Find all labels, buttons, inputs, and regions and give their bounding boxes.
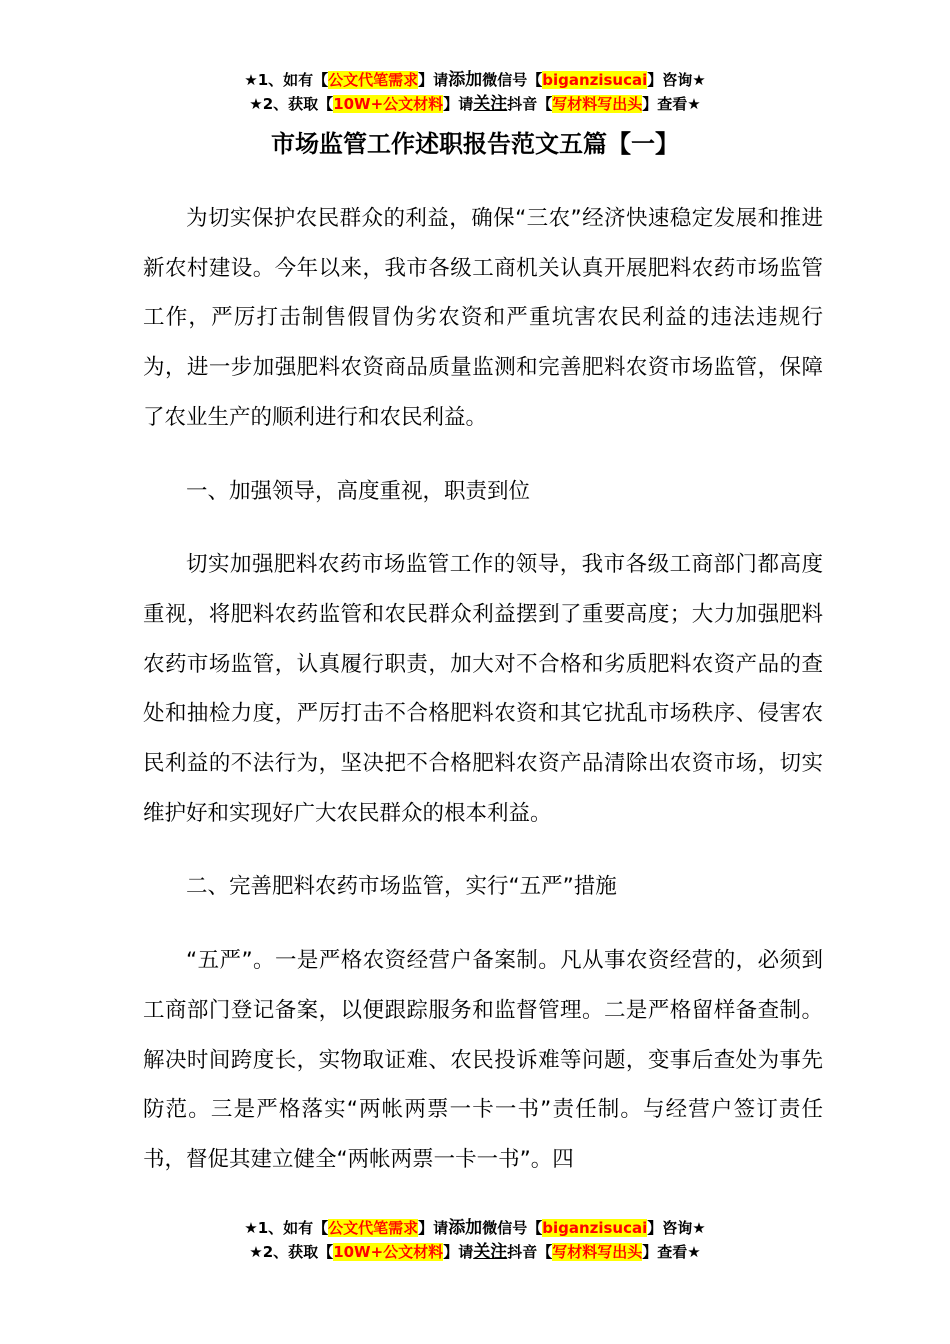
star-icon: ★ [244, 1219, 258, 1237]
notice-text: 2、获取【 [262, 95, 334, 113]
paragraph: 切实加强肥料农药市场监管工作的领导，我市各级工商部门都高度重视，将肥料农药监管和农民群众利益摆到了重要高度；大力加强肥料农药市场监管，认真履行职责，加大对不合格和劣质肥料农资产品的查处和抽检力度，严厉打击不合格肥料农资和其它扰乱市场秩序、侵害农民利益的不法行为，坚决把不合格肥料农资产品清除出农资市场，切实维护好和实现好广大农民群众的根本利益。 [143, 552, 823, 826]
notice-text: 2、获取【 [262, 1243, 334, 1261]
highlight-service: 公文代笔需求 [328, 71, 419, 89]
document-title: 市场监管工作述职报告范文五篇【一】 [271, 130, 679, 158]
bottom-notice [0, 1216, 950, 1264]
notice-text: 】请 [443, 1243, 474, 1261]
notice-line-2 [0, 92, 950, 116]
notice-text: 】请 [418, 71, 449, 89]
notice-line-2 [0, 1240, 950, 1264]
notice-text: 】查看★ [642, 95, 701, 113]
paragraph: 为切实保护农民群众的利益，确保“三农”经济快速稳定发展和推进新农村建设。今年以来，我市各级工商机关认真开展肥料农药市场监管工作，严厉打击制售假冒伪劣农资和严重坑害农民利益的违法违规行为，进一步加强肥料农资商品质量监测和完善肥料农资市场监管，保障了农业生产的顺利进行和农民利益。 [143, 206, 823, 430]
star-icon: ★ [249, 95, 263, 113]
highlight-wechat-id: biganzisucai [542, 71, 648, 89]
notice-text: 】咨询★ [647, 71, 706, 89]
notice-text: 抖音【 [507, 1243, 553, 1261]
notice-emphasis: 关注 [473, 1242, 508, 1262]
notice-text: 微信号【 [482, 1219, 543, 1237]
top-notice [0, 68, 950, 116]
section-heading: 二、完善肥料农药市场监管，实行“五严”措施 [186, 874, 617, 900]
highlight-douyin-account: 写材料写出头 [552, 95, 643, 113]
star-icon: ★ [244, 71, 258, 89]
star-icon: ★ [249, 1243, 263, 1261]
notice-text: 抖音【 [507, 95, 553, 113]
highlight-wechat-id: biganzisucai [542, 1219, 648, 1237]
notice-emphasis: 添加 [448, 1218, 483, 1238]
highlight-service: 公文代笔需求 [328, 1219, 419, 1237]
notice-text: 】查看★ [642, 1243, 701, 1261]
notice-text: 】请 [418, 1219, 449, 1237]
notice-text: 】咨询★ [647, 1219, 706, 1237]
notice-text: 1、如有【 [257, 1219, 329, 1237]
notice-text: 微信号【 [482, 71, 543, 89]
notice-text: 】请 [443, 95, 474, 113]
highlight-materials: 10W+公文材料 [333, 1243, 444, 1261]
notice-emphasis: 添加 [448, 70, 483, 90]
notice-emphasis: 关注 [473, 94, 508, 114]
notice-text: 1、如有【 [257, 71, 329, 89]
highlight-materials: 10W+公文材料 [333, 95, 444, 113]
paragraph: “五严”。一是严格农资经营户备案制。凡从事农资经营的，必须到工商部门登记备案，以便跟踪服务和监督管理。二是严格留样备查制。解决时间跨度长，实物取证难、农民投诉难等问题，变事后查处为事先防范。三是严格落实“两帐两票一卡一书”责任制。与经营户签订责任书，督促其建立健全“两帐两票一卡一书”。四 [143, 948, 823, 1172]
section-heading: 一、加强领导，高度重视，职责到位 [186, 478, 531, 504]
document-body [143, 194, 823, 1185]
highlight-douyin-account: 写材料写出头 [552, 1243, 643, 1261]
notice-line-1 [0, 68, 950, 92]
notice-line-1 [0, 1216, 950, 1240]
